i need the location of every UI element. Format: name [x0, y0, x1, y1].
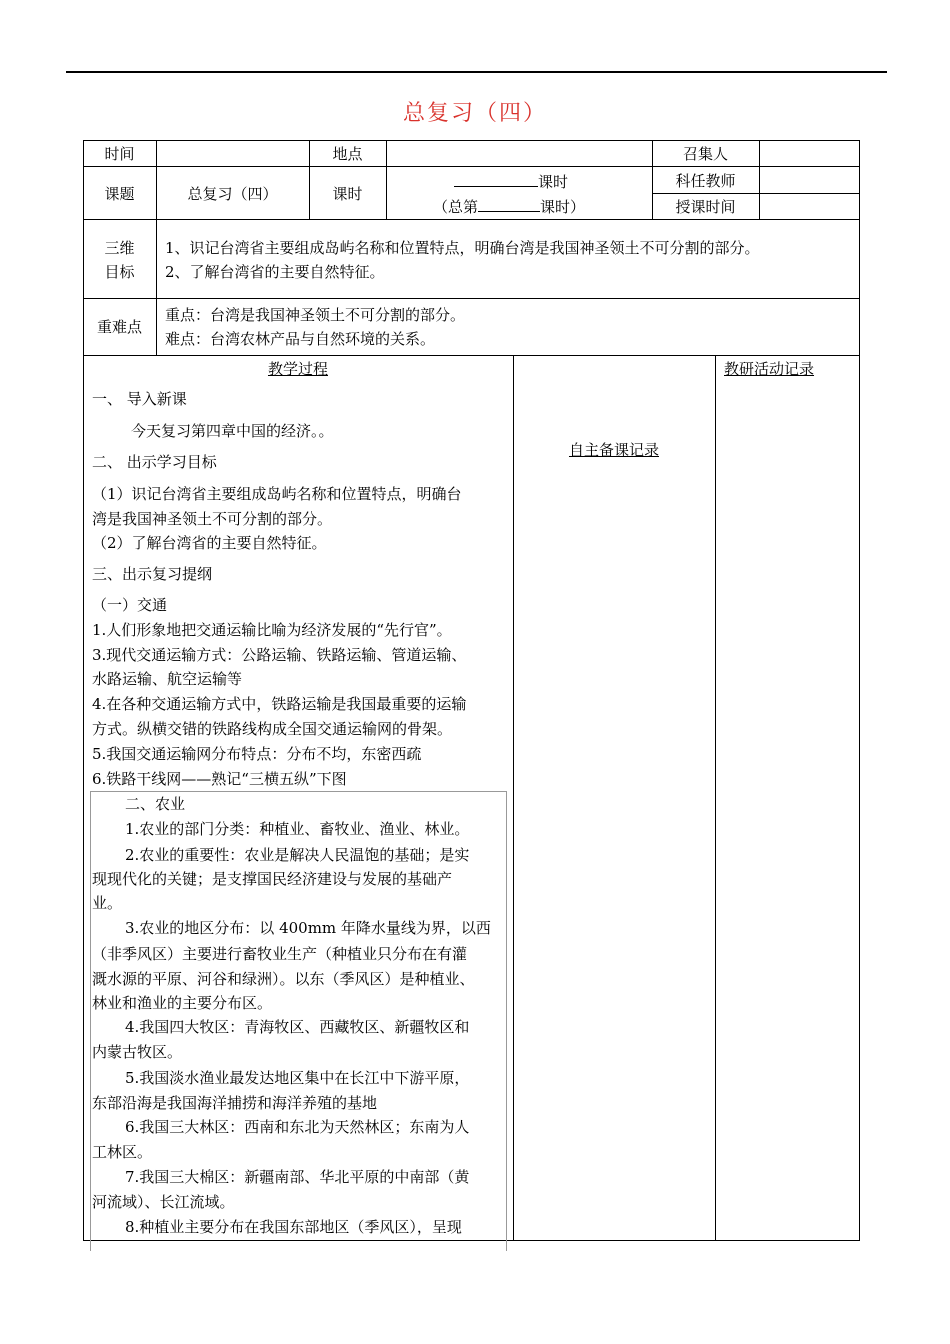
table-rule — [83, 355, 860, 356]
agriculture-line: 3.农业的地区分布：以 400mm 年降水量线为界，以西 — [125, 919, 491, 937]
goal-item: 1、识记台湾省主要组成岛屿名称和位置特点，明确台湾是我国神圣领土不可分割的部分。 — [165, 239, 760, 257]
teach-time-label: 授课时间 — [675, 198, 736, 216]
total-hours-suffix: 课时） — [540, 198, 586, 216]
agriculture-line: 现现代化的关键；是支撑国民经济建设与发展的基础产 — [92, 870, 453, 888]
process-line: （2）了解台湾省的主要自然特征。 — [92, 534, 327, 552]
key-point: 重点：台湾是我国神圣领土不可分割的部分。 — [165, 306, 466, 324]
agriculture-line: 林业和渔业的主要分布区。 — [92, 994, 273, 1012]
time-label: 时间 — [104, 145, 135, 163]
process-line: 二、 出示学习目标 — [92, 453, 217, 471]
agriculture-line: 8.种植业主要分布在我国东部地区（季风区），呈现 — [125, 1218, 462, 1236]
table-rule — [513, 355, 514, 1241]
agriculture-line: （非季风区）主要进行畜牧业生产（种植业只分布在有灌 — [92, 945, 468, 963]
table-rule — [156, 140, 157, 355]
process-line: （一）交通 — [92, 596, 168, 614]
document-title: 总复习（四） — [402, 101, 547, 126]
process-line: 今天复习第四章中国的经济。。 — [131, 422, 334, 440]
table-rule — [386, 140, 387, 219]
topic-value: 总复习（四） — [187, 185, 278, 203]
agriculture-line: 5.我国淡水渔业最发达地区集中在长江中下游平原， — [125, 1069, 470, 1087]
agriculture-line: 2.农业的重要性：农业是解决人民温饱的基础；是实 — [125, 846, 470, 864]
process-line: （1）识记台湾省主要组成岛屿名称和位置特点，明确台 — [92, 485, 462, 503]
self-prep-heading: 自主备课记录 — [568, 441, 659, 459]
process-line: 5.我国交通运输网分布特点：分布不均，东密西疏 — [92, 745, 422, 763]
hours-blank[interactable] — [454, 172, 538, 187]
goal-item: 2、了解台湾省的主要自然特征。 — [165, 263, 385, 281]
process-line: 3.现代交通运输方式：公路运输、铁路运输、管道运输、 — [92, 646, 467, 664]
table-rule — [83, 298, 860, 299]
goals-label-1: 三维 — [104, 239, 135, 257]
hours-label: 课时 — [332, 185, 363, 203]
table-rule — [83, 219, 860, 220]
research-heading: 教研活动记录 — [724, 360, 815, 378]
agriculture-line: 内蒙古牧区。 — [92, 1043, 183, 1061]
agriculture-line: 二、农业 — [125, 795, 186, 813]
process-line: 湾是我国神圣领土不可分割的部分。 — [92, 510, 333, 528]
process-line: 6.铁路干线网——熟记“三横五纵”下图 — [92, 770, 347, 788]
agriculture-line: 1.农业的部门分类：种植业、畜牧业、渔业、林业。 — [125, 820, 470, 838]
place-label: 地点 — [332, 145, 363, 163]
process-line: 水路运输、航空运输等 — [92, 670, 243, 688]
table-rule — [83, 166, 860, 167]
process-line: 一、 导入新课 — [92, 390, 187, 408]
agriculture-line: 6.我国三大林区：西南和东北为天然林区；东南为人 — [125, 1118, 470, 1136]
process-line: 1.人们形象地把交通运输比喻为经济发展的“先行官”。 — [92, 621, 452, 639]
agriculture-line: 河流域）、长江流域。 — [92, 1193, 235, 1211]
topic-label: 课题 — [104, 185, 135, 203]
hours-line-1 — [454, 172, 568, 191]
table-rule — [652, 193, 860, 194]
agriculture-line: 东部沿海是我国海洋捕捞和海洋养殖的基地 — [92, 1094, 378, 1112]
process-heading: 教学过程 — [267, 360, 328, 378]
teacher-label: 科任教师 — [675, 172, 736, 190]
difficulty-label: 重难点 — [96, 318, 142, 336]
total-hours-prefix: （总第 — [433, 198, 479, 216]
agriculture-line: 溉水源的平原、河谷和绿洲）。以东（季风区）是种植业、 — [92, 970, 475, 988]
total-hours-blank[interactable] — [478, 197, 540, 212]
table-rule — [759, 140, 760, 219]
agriculture-line: 4.我国四大牧区：青海牧区、西藏牧区、新疆牧区和 — [125, 1018, 470, 1036]
agriculture-line: 7.我国三大棉区：新疆南部、华北平原的中南部（黄 — [125, 1168, 470, 1186]
table-rule — [715, 355, 716, 1241]
process-line: 方式。纵横交错的铁路线构成全国交通运输网的骨架。 — [92, 720, 453, 738]
agriculture-line: 工林区。 — [92, 1143, 153, 1161]
hours-suffix: 课时 — [538, 173, 569, 191]
header-rule — [66, 71, 887, 73]
process-line: 4.在各种交通运输方式中，铁路运输是我国最重要的运输 — [92, 695, 467, 713]
convener-label: 召集人 — [682, 145, 728, 163]
hard-point: 难点：台湾农林产品与自然环境的关系。 — [165, 330, 436, 348]
process-line: 三、出示复习提纲 — [92, 565, 213, 583]
agriculture-line: 业。 — [92, 894, 123, 912]
hours-line-2 — [433, 197, 585, 216]
goals-label-2: 目标 — [104, 263, 135, 281]
